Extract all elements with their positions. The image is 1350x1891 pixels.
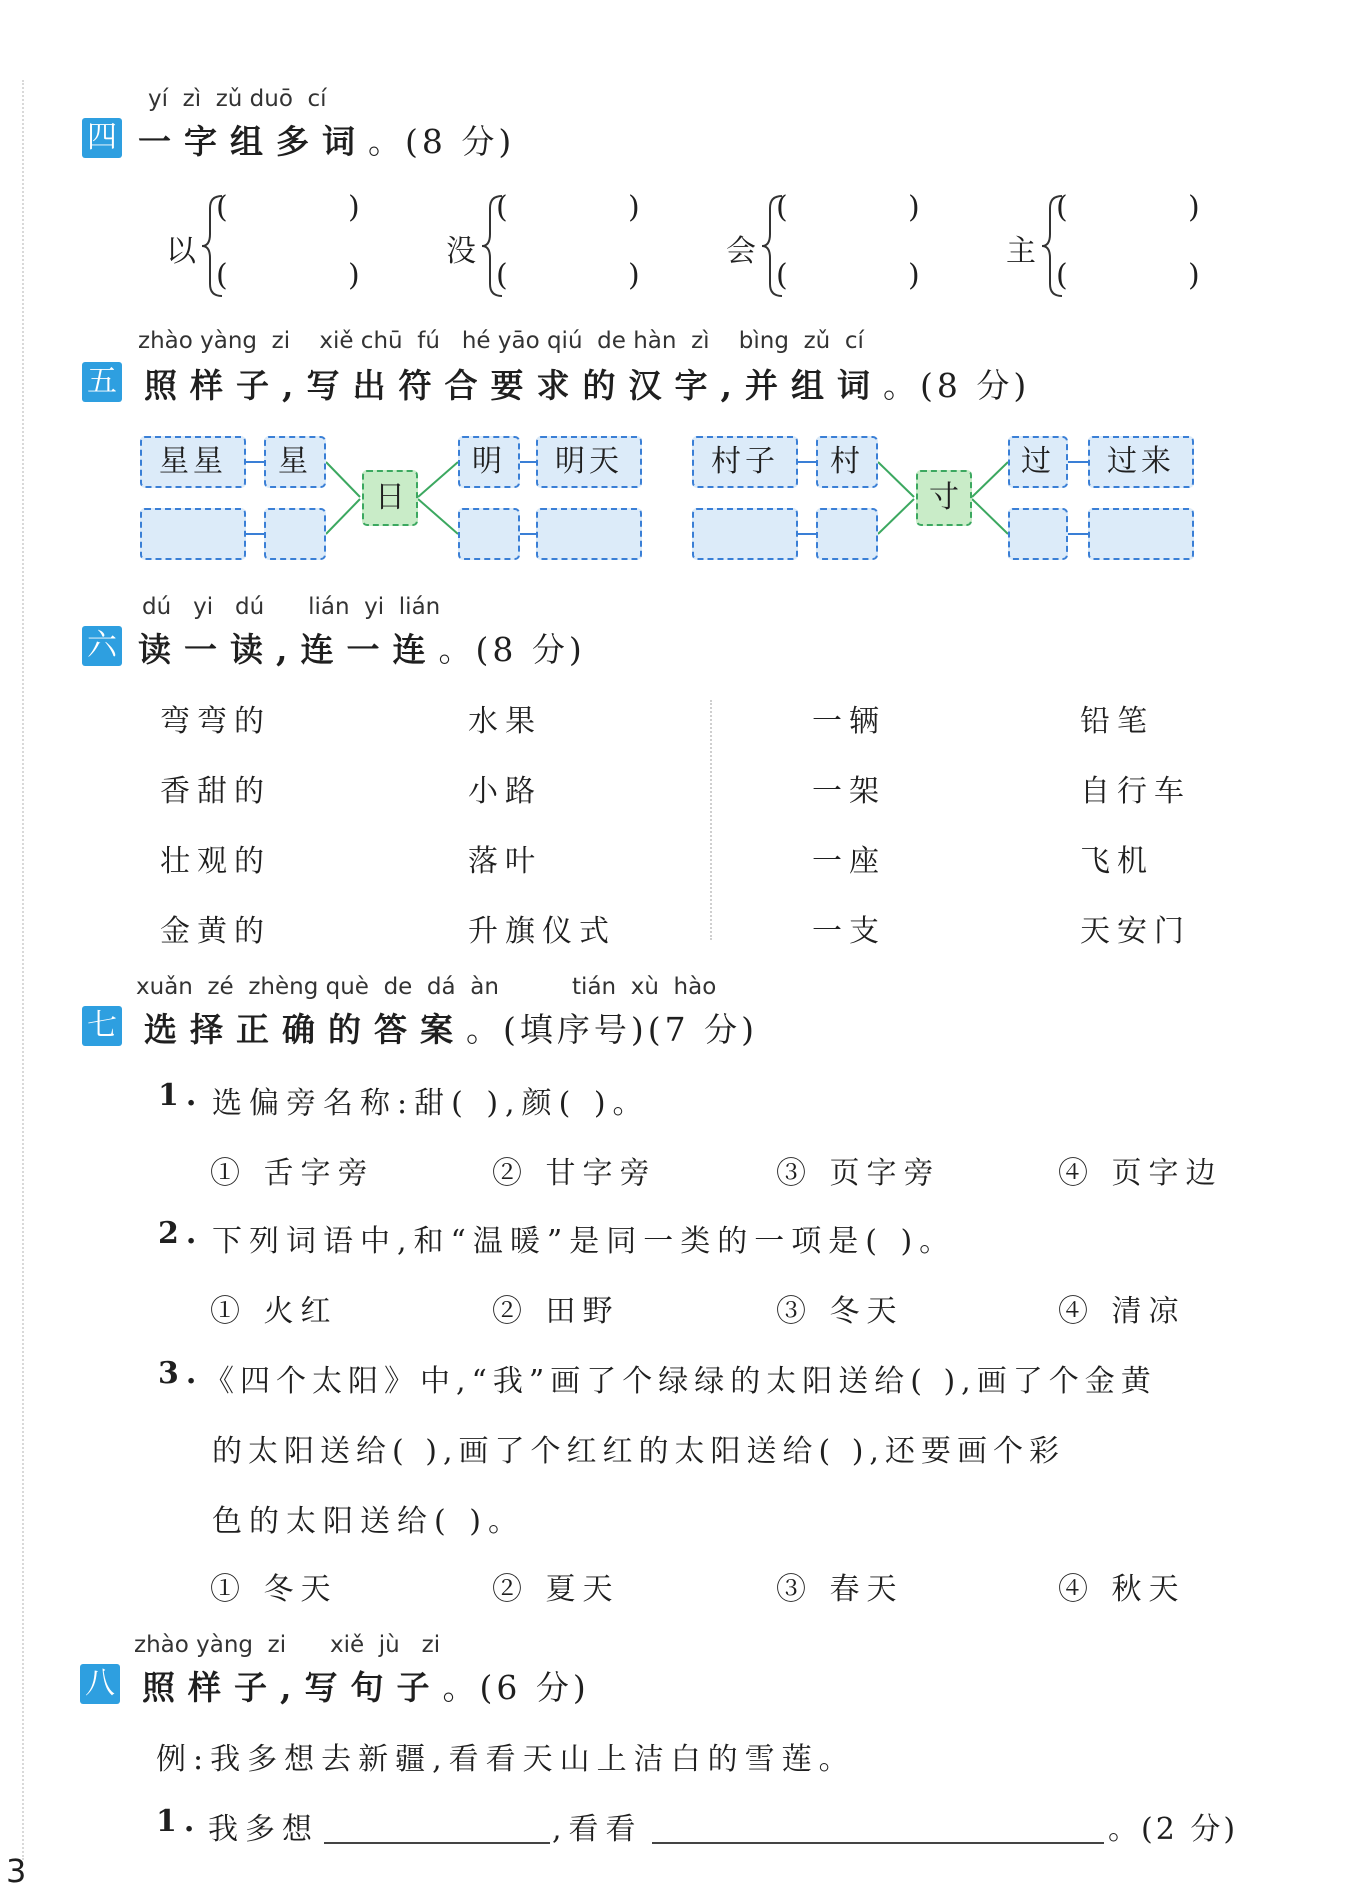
paren-close: ) <box>908 190 920 225</box>
match-item[interactable]: 水果 <box>468 704 542 739</box>
sec5-badge: 五 <box>82 362 122 402</box>
answer-line[interactable] <box>652 1842 1104 1844</box>
answer-word-box[interactable] <box>692 508 798 560</box>
s1-part1: 我多想 <box>208 1812 319 1847</box>
answer-char-box[interactable] <box>1008 508 1068 560</box>
answer-word-box[interactable] <box>1088 508 1194 560</box>
q2-number: 2. <box>158 1216 204 1251</box>
paren-open: ( <box>776 190 788 225</box>
match-item[interactable]: 自行车 <box>1080 774 1191 809</box>
sec7-pinyin: xuǎn zé zhèng què de dá àn tián xù hào <box>136 974 717 1000</box>
q3-option: ③ 春天 <box>776 1572 904 1607</box>
paren-open: ( <box>216 190 228 225</box>
q2-option: ② 田野 <box>492 1294 620 1329</box>
sec4-pinyin: yí zì zǔ duō cí <box>148 86 327 112</box>
sec6-score: 。(8 分) <box>438 630 586 669</box>
column-divider <box>710 700 712 940</box>
paren-open: ( <box>776 258 788 293</box>
sec7-badge: 七 <box>82 1006 122 1046</box>
s1-end: 。(2 分) <box>1108 1812 1239 1847</box>
answer-char-box[interactable] <box>458 508 520 560</box>
connector-line <box>972 499 1008 534</box>
match-item[interactable]: 金黄的 <box>160 914 271 949</box>
s1-number: 1. <box>156 1804 202 1839</box>
q2-option: ④ 清凉 <box>1058 1294 1186 1329</box>
q1-option: ② 甘字旁 <box>492 1156 657 1191</box>
match-item[interactable]: 一支 <box>812 914 886 949</box>
q3-number: 3. <box>158 1356 204 1391</box>
answer-line[interactable] <box>324 1842 550 1844</box>
match-item[interactable]: 落叶 <box>468 844 542 879</box>
match-item[interactable]: 香甜的 <box>160 774 271 809</box>
sec7-title <box>144 1004 758 1051</box>
sec6-pinyin: dú yi dú lián yi lián <box>142 594 441 620</box>
q3-text-line1: 《四个太阳》中,“我”画了个绿绿的太阳送给( ),画了个金黄 <box>204 1364 1157 1399</box>
sec6-title-text: 读一读,连一连 <box>138 630 439 669</box>
q3-text-line3: 色的太阳送给( )。 <box>212 1504 525 1539</box>
sec8-badge: 八 <box>80 1664 120 1704</box>
sec4-badge: 四 <box>82 118 122 158</box>
answer-char-box[interactable] <box>264 508 326 560</box>
group-char: 以 <box>166 234 196 269</box>
paren-open: ( <box>1056 190 1068 225</box>
q3-option: ② 夏天 <box>492 1572 620 1607</box>
match-item[interactable]: 一辆 <box>812 704 886 739</box>
match-item[interactable]: 天安门 <box>1080 914 1191 949</box>
s1-part2: ,看看 <box>552 1812 643 1847</box>
connector-line <box>418 462 458 497</box>
example-sentence: 例:我多想去新疆,看看天山上洁白的雪莲。 <box>156 1742 856 1777</box>
sec5-title-text: 照样子,写出符合要求的汉字,并组词 <box>144 366 883 405</box>
sec7-score: 。(填序号)(7 分) <box>466 1010 758 1049</box>
sample-char-box: 村 <box>816 436 878 488</box>
paren-close: ) <box>1188 258 1200 293</box>
q2-option: ① 火红 <box>210 1294 338 1329</box>
sample-word-box: 村子 <box>692 436 798 488</box>
sample-char-box: 过 <box>1008 436 1068 488</box>
sec7-title-text: 选择正确的答案 <box>144 1010 466 1049</box>
connector-line <box>326 499 360 534</box>
sec4-title-text: 一字组多词 <box>138 122 368 161</box>
q3-text-line2: 的太阳送给( ),画了个红红的太阳送给( ),还要画个彩 <box>212 1434 1065 1469</box>
connector-line <box>878 462 914 497</box>
match-item[interactable]: 升旗仪式 <box>468 914 616 949</box>
connector-line <box>326 462 360 497</box>
answer-char-box[interactable] <box>816 508 878 560</box>
page-number: 3 <box>6 1852 27 1890</box>
q1-option: ① 舌字旁 <box>210 1156 375 1191</box>
center-char-box: 日 <box>362 470 418 526</box>
group-char: 没 <box>446 234 476 269</box>
connector-line <box>418 499 458 534</box>
paren-close: ) <box>628 258 640 293</box>
sec6-title <box>138 624 586 671</box>
q2-option: ③ 冬天 <box>776 1294 904 1329</box>
paren-close: ) <box>348 190 360 225</box>
q1-number: 1. <box>158 1078 204 1113</box>
sample-char-box: 星 <box>264 436 326 488</box>
match-item[interactable]: 小路 <box>468 774 542 809</box>
connector-line <box>878 499 914 534</box>
paren-close: ) <box>908 258 920 293</box>
paren-close: ) <box>348 258 360 293</box>
match-item[interactable]: 铅笔 <box>1080 704 1154 739</box>
match-item[interactable]: 弯弯的 <box>160 704 271 739</box>
paren-open: ( <box>1056 258 1068 293</box>
center-char-box: 寸 <box>916 470 972 526</box>
sec8-score: 。(6 分) <box>442 1668 590 1707</box>
paren-close: ) <box>1188 190 1200 225</box>
q2-text: 下列词语中,和“温暖”是同一类的一项是( )。 <box>212 1224 957 1259</box>
q3-option: ④ 秋天 <box>1058 1572 1186 1607</box>
match-item[interactable]: 壮观的 <box>160 844 271 879</box>
sec5-score: 。(8 分) <box>882 366 1031 405</box>
q3-option: ① 冬天 <box>210 1572 338 1607</box>
sec8-pinyin: zhào yàng zi xiě jù zi <box>134 1632 441 1658</box>
q1-text: 选偏旁名称:甜( ),颜( )。 <box>212 1086 650 1121</box>
paren-open: ( <box>496 190 508 225</box>
sample-word-box: 过来 <box>1088 436 1194 488</box>
match-item[interactable]: 飞机 <box>1080 844 1154 879</box>
q1-option: ③ 页字旁 <box>776 1156 941 1191</box>
sec8-title-text: 照样子,写句子 <box>142 1668 443 1707</box>
paren-open: ( <box>216 258 228 293</box>
connector-line <box>972 462 1008 497</box>
q1-option: ④ 页字边 <box>1058 1156 1223 1191</box>
sec8-title <box>142 1662 590 1709</box>
sec4-score: 。(8 分) <box>368 122 516 161</box>
answer-word-box[interactable] <box>140 508 246 560</box>
match-item[interactable]: 一架 <box>812 774 886 809</box>
group-char: 主 <box>1006 234 1036 269</box>
paren-open: ( <box>496 258 508 293</box>
sec5-pinyin: zhào yàng zi xiě chū fú hé yāo qiú de hàn zì bìng zǔ cí <box>138 328 864 354</box>
match-item[interactable]: 一座 <box>812 844 886 879</box>
sample-char-box: 明 <box>458 436 520 488</box>
group-char: 会 <box>726 234 756 269</box>
sample-word-box: 明天 <box>536 436 642 488</box>
sample-word-box: 星星 <box>140 436 246 488</box>
paren-close: ) <box>628 190 640 225</box>
answer-word-box[interactable] <box>536 508 642 560</box>
sec6-badge: 六 <box>82 626 122 666</box>
